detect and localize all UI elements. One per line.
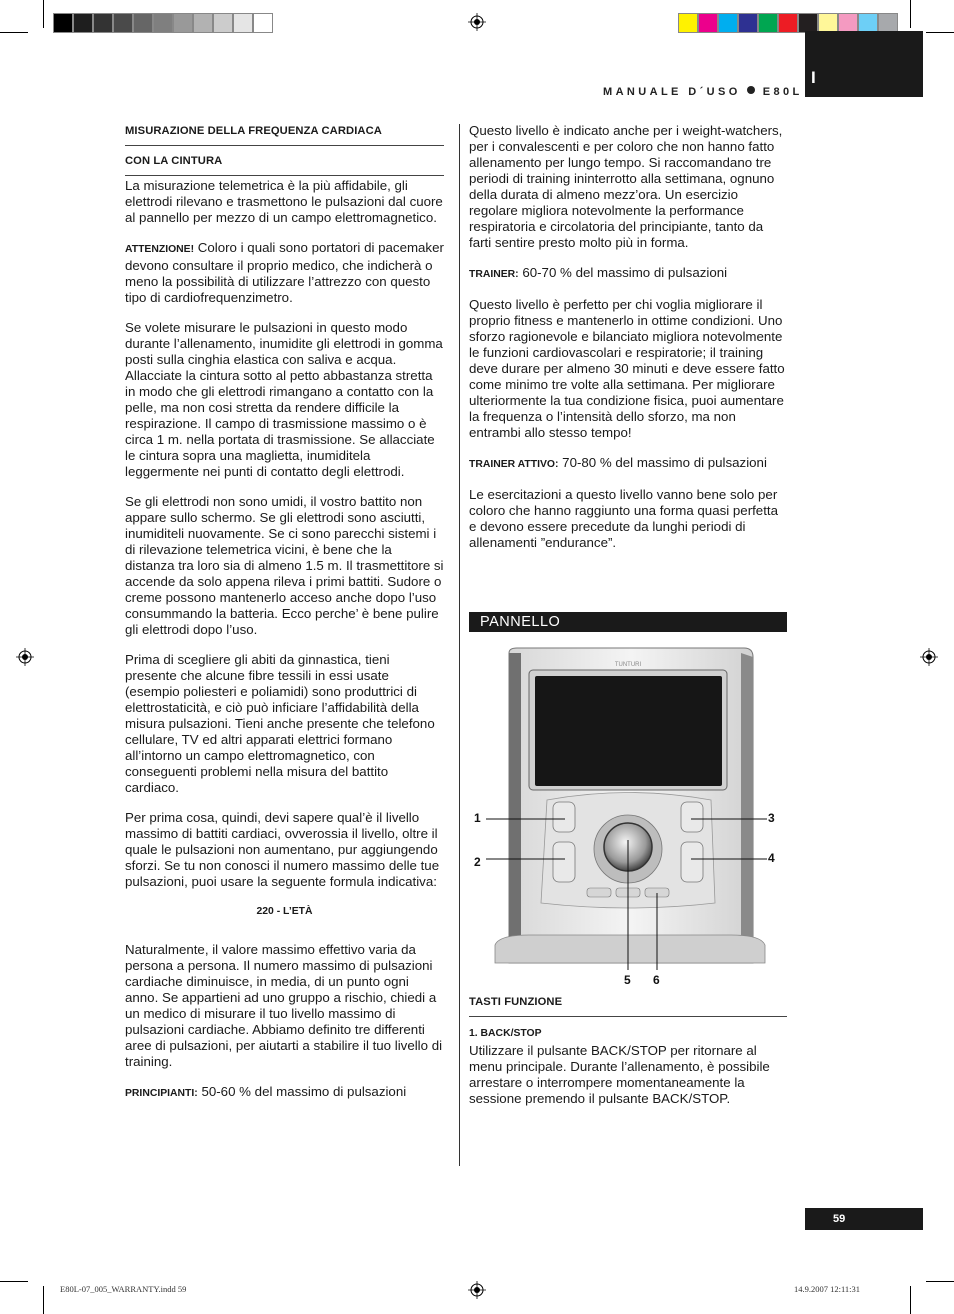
- trainer-text: 60-70 % del massimo di pulsazioni: [522, 265, 728, 280]
- registration-mark-icon: [920, 648, 938, 666]
- crop-mark: [43, 0, 44, 28]
- formula: 220 - L’ETÀ: [256, 906, 313, 917]
- right-column: [469, 123, 787, 565]
- running-head: [603, 86, 803, 98]
- color-swatch: [153, 13, 173, 33]
- left-column: [125, 123, 444, 1116]
- active-trainer-paragraph: [469, 455, 787, 473]
- color-swatch: [133, 13, 153, 33]
- paragraph: Le esercitazioni a questo livello vanno bene solo per coloro che hanno raggiunto una forma quasi perfetta e devono essere precedute da lunghi periodi di allenamenti ”endurance”.: [469, 487, 778, 550]
- cmyk-color-bar: [678, 13, 898, 33]
- paragraph: Questo livello è indicato anche per i weight-watchers, per i convalescenti e per coloro che non hanno fatto allenamento per lungo tempo. Si raccomandano tre periodi di training ininterrotto alla settimana, ognuno della durata di almeno mezz’ora. Un esercizio regolare migliora notevolmente la performance respiratoria e circolatoria del principiante, tanto da farti sentire presto molto più in forma.: [469, 123, 783, 250]
- callout-5: 5: [624, 973, 631, 987]
- color-swatch: [233, 13, 253, 33]
- attention-text: Coloro i quali sono portatori di pacemaker devono consultare il proprio medico, che indicherà o meno la possibilità di utilizzare l’attrezzo con questo tipo di cardiofrequenzimetro.: [125, 240, 444, 305]
- crop-mark: [926, 1281, 954, 1282]
- attention-paragraph: [125, 240, 444, 306]
- callout-6: 6: [653, 973, 660, 987]
- manual-title: MANUALE D´USO: [603, 86, 741, 98]
- bullet-icon: [747, 86, 755, 94]
- beginners-text: 50-60 % del massimo di pulsazioni: [201, 1084, 407, 1099]
- paragraph: Questo livello è perfetto per chi voglia migliorare il proprio fitness e mantenerlo in ottime condizioni. Uno sforzo ragionevole e bilanciato migliora notevolmente le funzioni cardiovascolari e respiratorie; il training deve durare per almeno 30 minuti e deve essere fatto come minimo tre volte alla settimana. Per migliorare ulteriormente la tua condizione fisica, puoi aumentare la frequenza o l’intensità dello sforzo, ma non entrambi allo stesso tempo!: [469, 297, 785, 440]
- color-swatch: [718, 13, 738, 33]
- color-swatch: [858, 13, 878, 33]
- paragraph: La misurazione telemetrica è la più affidabile, gli elettrodi rilevano e trasmettono le pulsazioni dal cuore al pannello per mezzo di un campo elettromagnetico.: [125, 178, 443, 225]
- beginners-paragraph: [125, 1084, 444, 1102]
- model-name: E80L: [762, 86, 803, 98]
- function-keys-section: [469, 994, 787, 1121]
- color-swatch: [838, 13, 858, 33]
- trainer-paragraph: [469, 265, 787, 283]
- registration-mark-icon: [468, 13, 486, 31]
- key1-description: Utilizzare il pulsante BACK/STOP per ritornare al menu principale. Durante l’allenamento, è possibile arrestare o interrompere momentaneamente la sessione premendo il pulsante BACK/STOP.: [469, 1043, 770, 1106]
- active-trainer-label: TRAINER ATTIVO:: [469, 459, 559, 470]
- callout-3: 3: [768, 811, 775, 825]
- color-swatch: [818, 13, 838, 33]
- crop-mark: [926, 32, 954, 33]
- color-swatch: [698, 13, 718, 33]
- color-swatch: [193, 13, 213, 33]
- right-bottom-button[interactable]: [681, 842, 703, 882]
- section-heading: MISURAZIONE DELLA FREQUENZA CARDIACA: [125, 123, 444, 146]
- color-swatch: [113, 13, 133, 33]
- function-keys-heading: TASTI FUNZIONE: [469, 994, 787, 1017]
- color-swatch: [73, 13, 93, 33]
- paragraph: Per prima cosa, quindi, devi sapere qual’è il livello massimo di battiti cardiaci, ovverossia il livello, oltre il quale le pulsazioni non aumentano, pur aggiungendo sforzi. Se tu non conosci il numero massimo delle tue pulsazioni, puoi usare la seguente formula indicativa:: [125, 810, 440, 889]
- callout-2: 2: [474, 855, 481, 869]
- console-screen: [529, 670, 727, 790]
- crop-mark: [910, 1286, 911, 1314]
- left-button[interactable]: [553, 842, 575, 882]
- paragraph: Se gli elettrodi non sono umidi, il vostro battito non appare sullo schermo. Se gli elettrodi sono asciutti, inumiditeli nuovamente. Se ci sono parecchi sistemi i di rilevazione telemetrica vicini, è bene che la distanza tra loro sia di almeno 1.5 m. Il trasmettitore si accende da solo appena rileva i primi battiti. Sudore o creme possono mantenerlo acceso anche dopo l’uso consummando la batteria. Ecco perche’ è bene pulire gli elettrodi dopo l’uso.: [125, 494, 444, 637]
- gray-color-bar: [53, 13, 273, 33]
- attention-label: ATTENZIONE!: [125, 244, 195, 255]
- trainer-label: TRAINER:: [469, 269, 519, 280]
- callout-1: 1: [474, 811, 481, 825]
- page-number: 59: [805, 1208, 923, 1230]
- color-swatch: [798, 13, 818, 33]
- color-swatch: [173, 13, 193, 33]
- right-top-button[interactable]: [681, 802, 703, 832]
- paragraph: Prima di scegliere gli abiti da ginnastica, tieni presente che alcune fibre tessili in essi usate (esempio poliesteri e poliamidi) sono produttrici di elettrostaticità, e ciò può inficiare l’affidabilità della misura pulsazioni. Tieni anche presente che telefono cellulare, TV ed altri apparati elettrici formano all’intorno un campo elettromagnetico, con conseguenti problemi nella misura del battito cardiaco.: [125, 652, 435, 795]
- crop-mark: [910, 0, 911, 28]
- section-title-bar: PANNELLO: [469, 612, 787, 632]
- print-date: 14.9.2007 12:11:31: [794, 1284, 861, 1294]
- subsection-heading: CON LA CINTURA: [125, 146, 444, 176]
- color-swatch: [213, 13, 233, 33]
- language-letter: I: [811, 68, 816, 87]
- crop-mark: [0, 32, 28, 33]
- crop-mark: [43, 1286, 44, 1314]
- back-stop-button[interactable]: [553, 802, 575, 832]
- paragraph: Se volete misurare le pulsazioni in questo modo durante l’allenamento, inumidite gli elettrodi in gomma posti sulla cinghia elastica con saliva e acqua. Allacciate la cintura sotto al petto abbastanza stretta in modo che gli elettrodi rimangano a contatto con la pelle, ma non cosi stretta da rendere difficile la respirazione. Il campo di trasmissione massimo o è circa 1 m. nella portata di trasmissione. Se allacciate le cintura sopra una maglietta, inumiditela leggermente nei punti di contatto degli elettrodi.: [125, 320, 443, 479]
- registration-mark-icon: [16, 648, 34, 666]
- paragraph: Naturalmente, il valore massimo effettivo varia da persona a persona. Il numero massimo di pulsazioni cardiache diminuisce, in media, di un punto ogni anno. Se appartieni ad uno gruppo a rischio, chiedi a un medico di misurare il tuo livello massimo di pulsazioni cardiache. Abbiamo definito tre differenti aree di pulsazioni, per aiutarti a stabilire il tuo livello di training.: [125, 942, 443, 1069]
- color-swatch: [93, 13, 113, 33]
- column-divider: [459, 124, 460, 1166]
- console-brand: TUNTURI: [614, 662, 642, 668]
- beginners-label: PRINCIPIANTI:: [125, 1088, 198, 1099]
- callout-4: 4: [768, 851, 775, 865]
- console-panel-illustration: [469, 645, 787, 990]
- color-swatch: [758, 13, 778, 33]
- language-tab: [805, 31, 923, 97]
- registration-mark-icon: [468, 1281, 486, 1299]
- color-swatch: [253, 13, 273, 33]
- key1-title: 1. BACK/STOP: [469, 1028, 542, 1039]
- active-trainer-text: 70-80 % del massimo di pulsazioni: [562, 455, 767, 470]
- color-swatch: [778, 13, 798, 33]
- color-swatch: [678, 13, 698, 33]
- color-swatch: [738, 13, 758, 33]
- rewind-button[interactable]: [587, 888, 611, 897]
- file-name: E80L-07_005_WARRANTY.indd 59: [60, 1284, 187, 1294]
- color-swatch: [878, 13, 898, 33]
- color-swatch: [53, 13, 73, 33]
- crop-mark: [0, 1281, 28, 1282]
